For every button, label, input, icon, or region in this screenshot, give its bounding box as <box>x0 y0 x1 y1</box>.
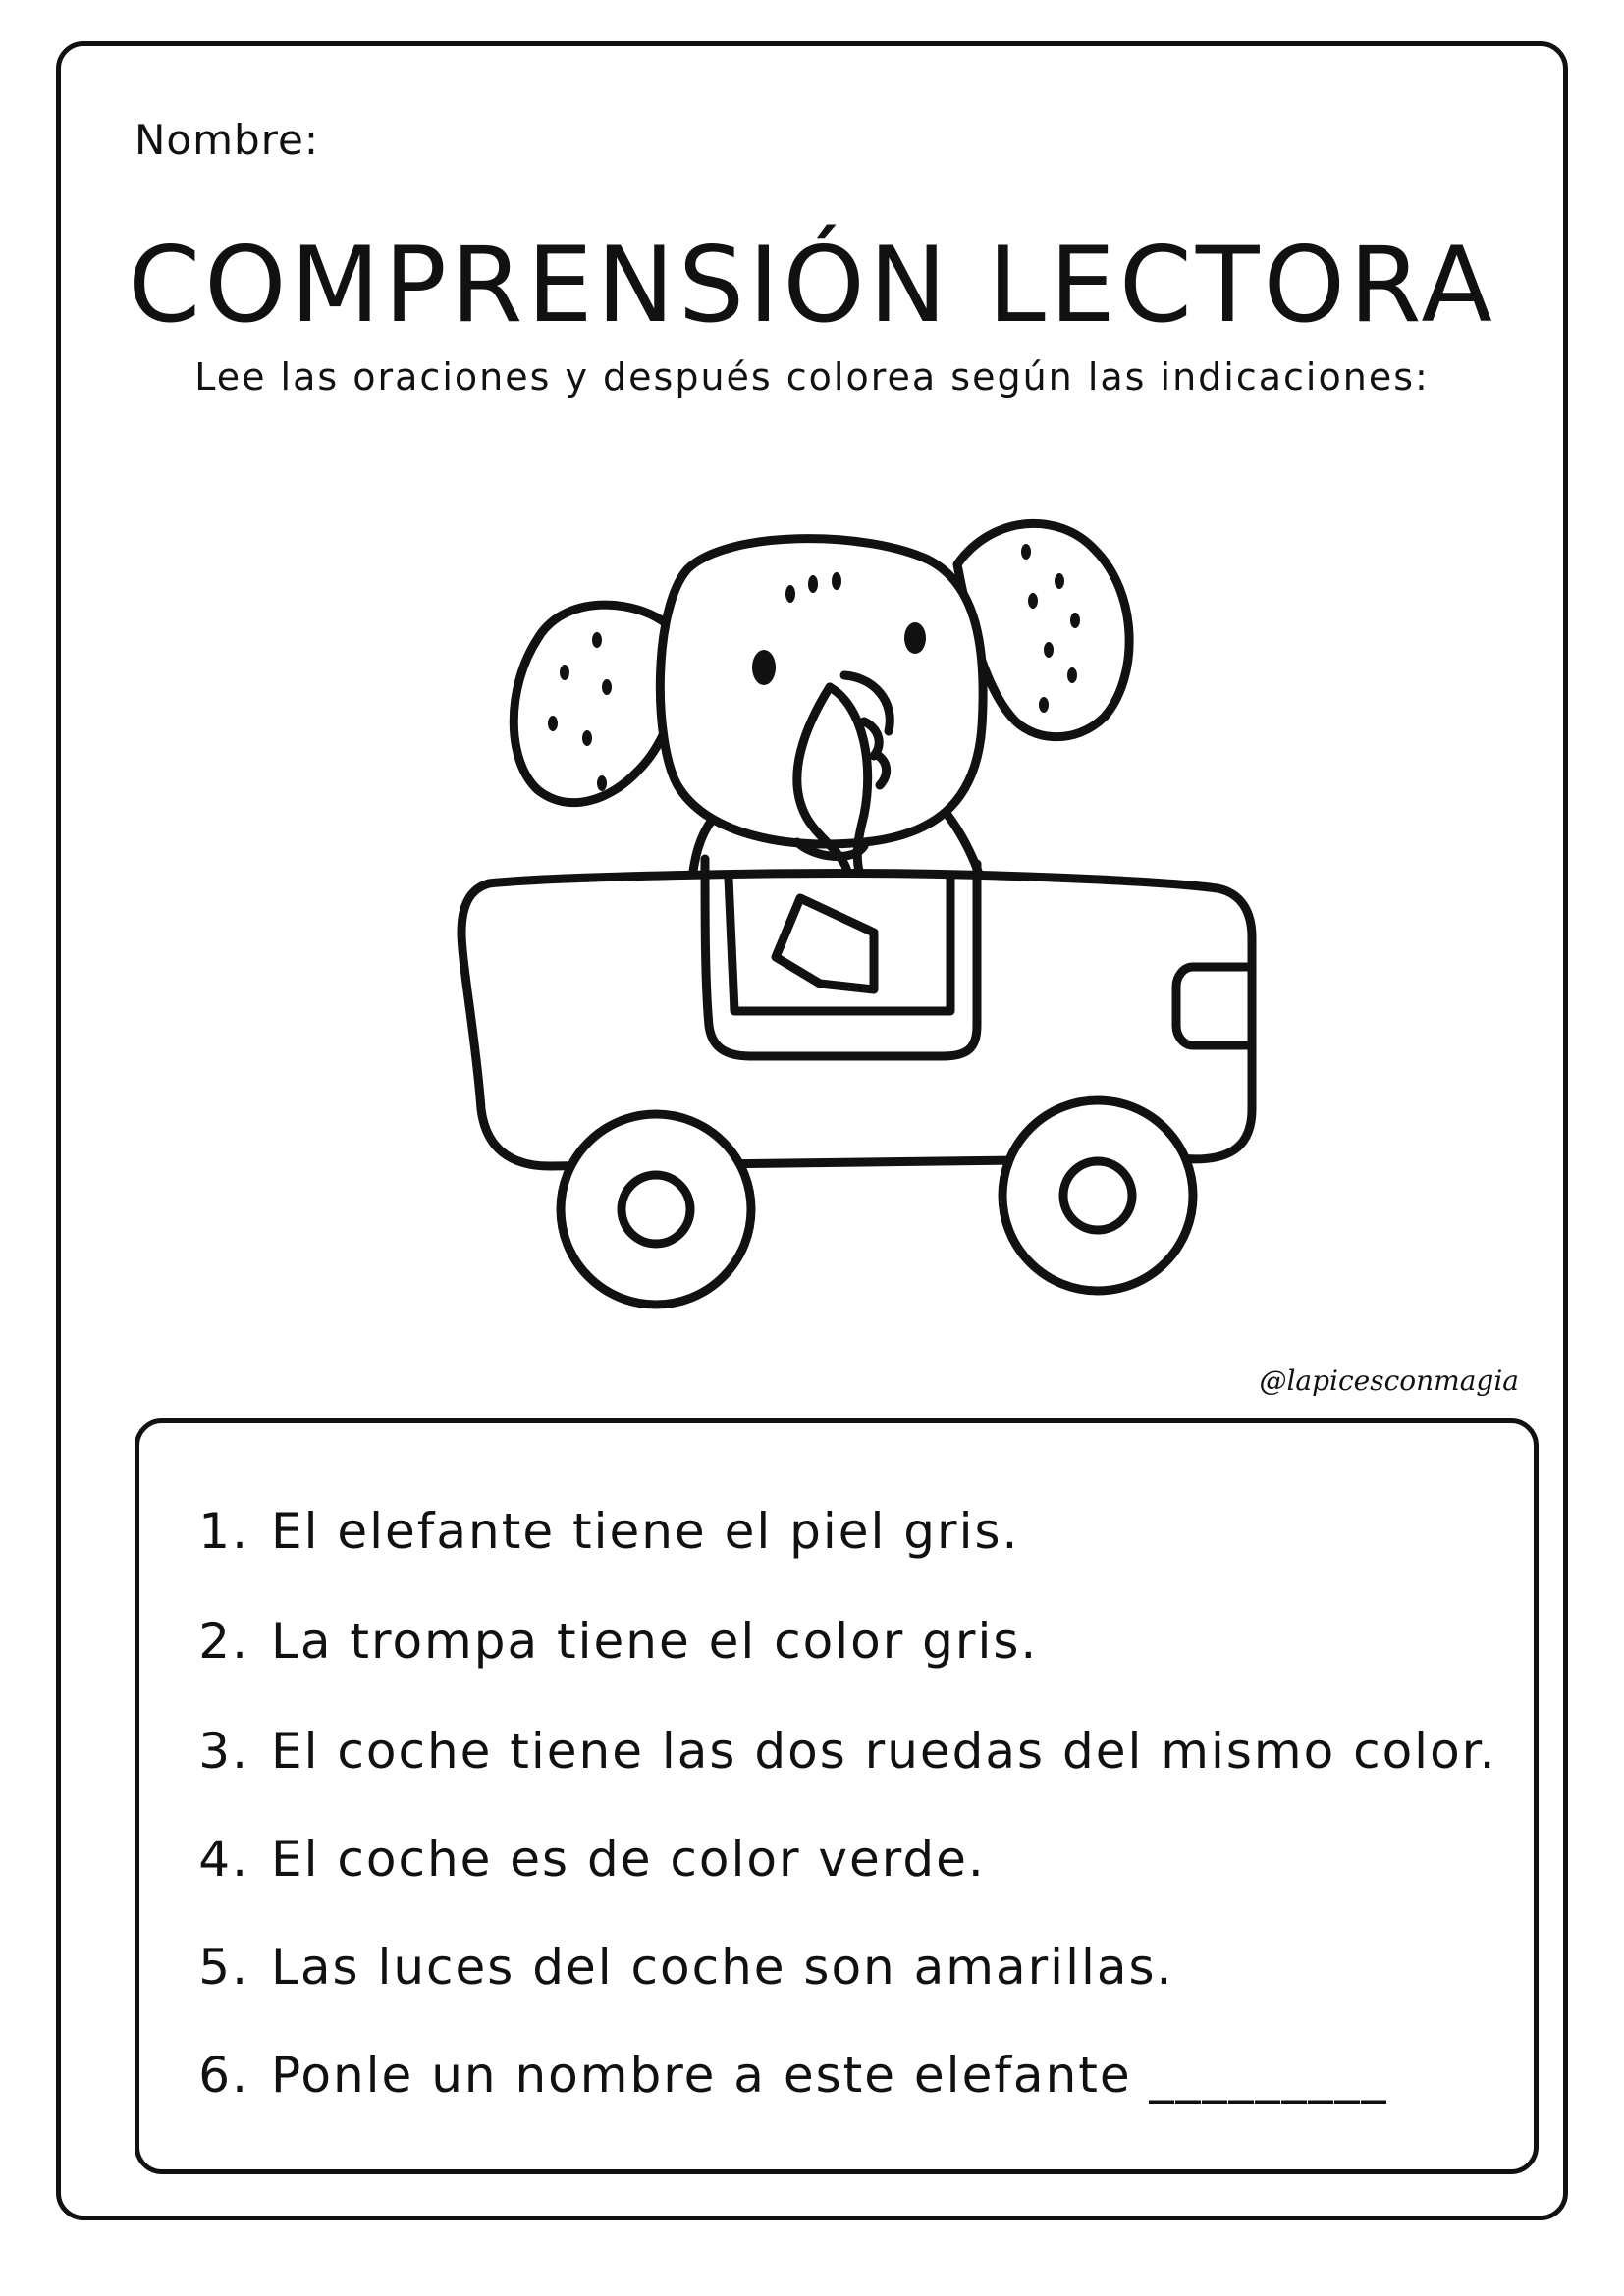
question-item <box>171 1492 1019 1571</box>
question-item <box>171 1602 1038 1681</box>
question-item <box>171 1820 986 1898</box>
question-number: 5. <box>198 1939 249 1996</box>
question-number: 6. <box>198 2047 249 2104</box>
name-label: Nombre: <box>135 116 320 164</box>
elephant-head <box>660 539 983 844</box>
page-title: COMPRENSIÓN LECTORA <box>128 225 1496 346</box>
question-item <box>171 2036 1388 2114</box>
question-item <box>171 1712 1497 1790</box>
elephant-left-ear <box>514 605 677 803</box>
question-number: 4. <box>198 1831 249 1888</box>
question-text: El coche tiene las dos ruedas del mismo color. <box>271 1723 1497 1780</box>
question-number: 2. <box>198 1613 249 1670</box>
car-wheel-right <box>1002 1100 1193 1291</box>
question-number: 1. <box>198 1503 249 1560</box>
car-wheel-left <box>561 1114 751 1305</box>
question-text: La trompa tiene el color gris. <box>271 1613 1039 1670</box>
questions-box <box>135 1418 1539 2174</box>
question-number: 3. <box>198 1723 249 1780</box>
author-credit: @lapicesconmagia <box>1259 1364 1519 1397</box>
elephant-car-illustration <box>422 373 1286 1335</box>
question-item <box>171 1928 1173 2006</box>
question-text: El elefante tiene el piel gris. <box>271 1503 1020 1560</box>
question-text: Las luces del coche son amarillas. <box>271 1939 1174 1996</box>
instructions: Lee las oraciones y después colorea según las indicaciones: <box>194 355 1430 399</box>
question-text: El coche es de color verde. <box>271 1831 986 1888</box>
question-text: Ponle un nombre a este elefante _________ <box>271 2047 1388 2104</box>
